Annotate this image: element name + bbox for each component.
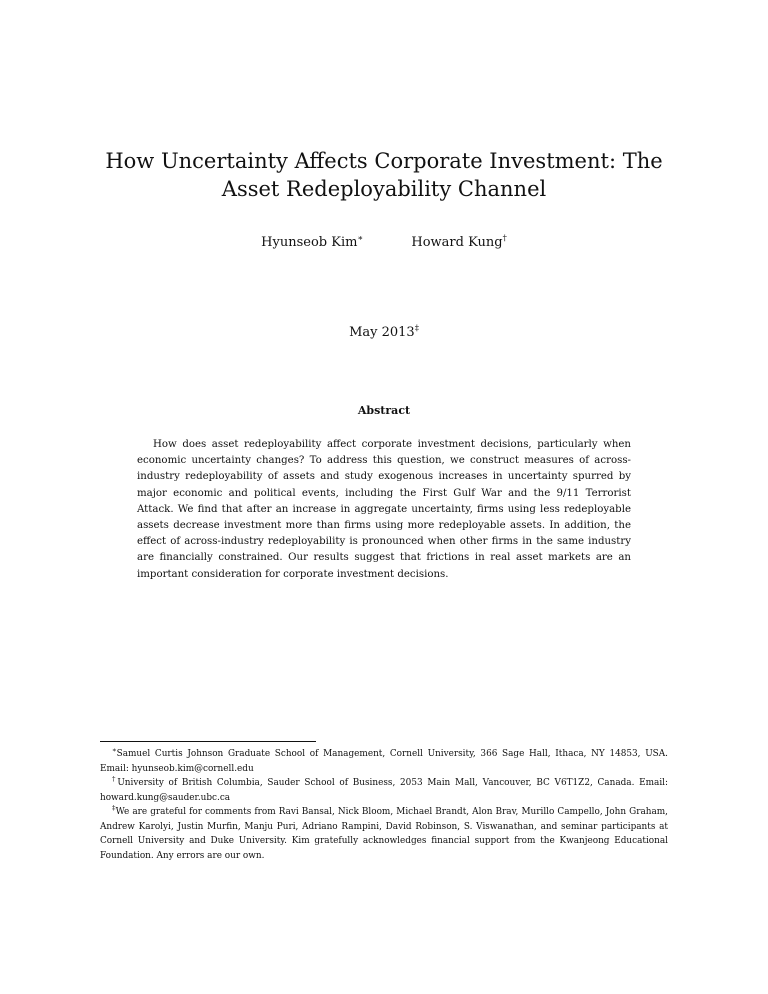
footnote-text: We are grateful for comments from Ravi Bansal, Nick Bloom, Michael Brandt, Alon Brav, Murillo Campello, John Graham, Andrew Karolyi, Justin Murfin, Manju Puri, Adriano Rampini, David Robinson, S. Viswanathan, and seminar participants at Cornell University and Duke University. Kim gratefully acknowledges financial support from the Kwanjeong Educational Foundation. Any errors are our own.	[100, 807, 668, 861]
paper-title: How Uncertainty Affects Corporate Investment: The Asset Redeployability Channel	[105, 149, 663, 201]
footnote-text: University of British Columbia, Sauder School of Business, 2053 Main Mall, Vancouver, BC V6T1Z2, Canada. Email: howard.kung@sauder.ubc.ca	[100, 778, 668, 803]
footnote-marker: ‡	[414, 323, 419, 334]
date-text: May 2013	[349, 325, 415, 340]
footnote-symbol: ‡	[112, 804, 116, 813]
author-kung	[411, 235, 506, 250]
footnote-marker: †	[502, 233, 507, 244]
footnote-symbol: †	[112, 775, 118, 784]
abstract-heading: Abstract	[357, 404, 411, 417]
footnote-divider	[100, 741, 316, 742]
abstract-text: How does asset redeployability affect corporate investment decisions, particularly when economic uncertainty changes? To address this question, we construct measures of across-industry redeployability of assets and study exogenous increases in uncertainty spurred by major economic and political events, including the First Gulf War and the 9/11 Terrorist Attack. We find that after an increase in aggregate uncertainty, firms using less redeployable assets decrease investment more than firms using more redeployable assets. In addition, the effect of across-industry redeployability is pronounced when other firms in the same industry are financially constrained. Our results suggest that frictions in real asset markets are an important consideration for corporate investment decisions.	[137, 439, 631, 580]
footnotes	[100, 747, 668, 863]
footnote-symbol: ∗	[112, 746, 117, 755]
footnote-acknowledgements	[100, 805, 668, 863]
footnote-marker: ∗	[357, 233, 364, 244]
footnote-kung	[100, 776, 668, 805]
author-kim	[261, 235, 363, 250]
author-name: Hyunseob Kim	[261, 235, 358, 250]
footnote-text: Samuel Curtis Johnson Graduate School of Management, Cornell University, 366 Sage Hall, Ithaca, NY 14853, USA. Email: hyunseob.kim@cornell.edu	[100, 749, 668, 774]
footnote-kim	[100, 747, 668, 776]
author-name: Howard Kung	[411, 235, 503, 250]
author-list	[0, 235, 768, 250]
publication-date	[0, 325, 768, 340]
